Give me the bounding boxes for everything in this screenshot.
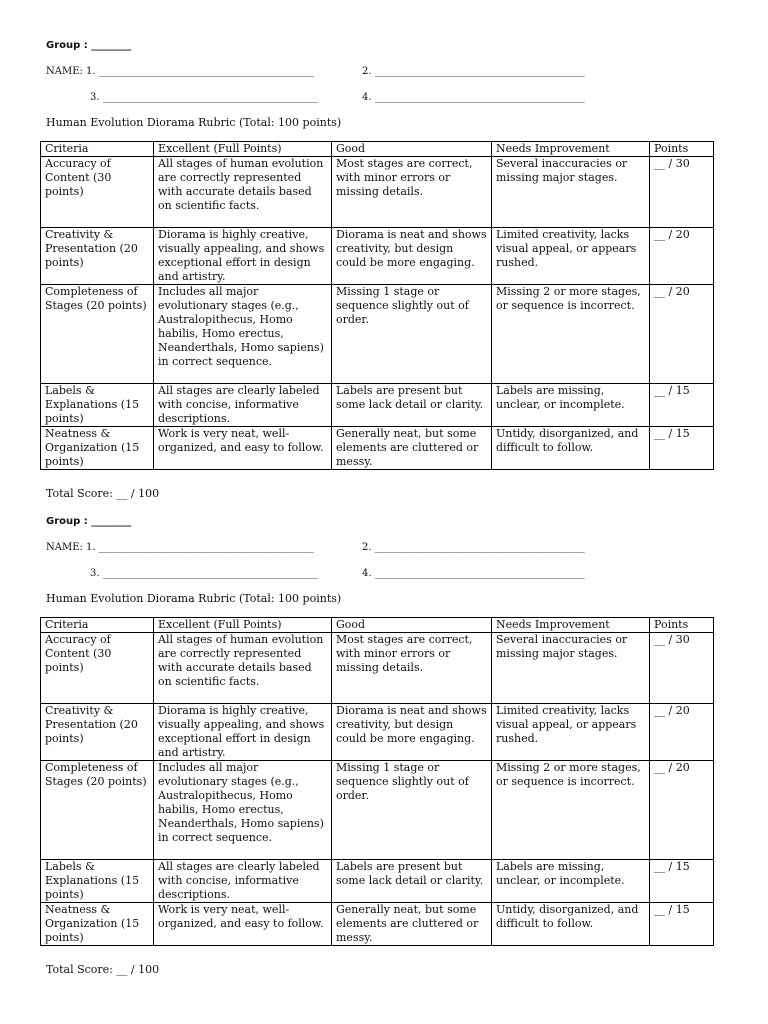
excellent-cell: Includes all major evolutionary stages (e.g., Australopithecus, Homo habilis, Homo erectus, Neanderthals, Homo sapiens) in correct sequence. bbox=[154, 285, 332, 384]
excellent-cell: Diorama is highly creative, visually appealing, and shows exceptional effort in design and artistry. bbox=[154, 228, 332, 285]
criteria-cell: Creativity & Presentation (20 points) bbox=[41, 704, 154, 761]
name-field-3: 3. ___________________________________________ bbox=[90, 568, 318, 579]
table-row bbox=[41, 704, 714, 761]
name-field-1: NAME: 1. ___________________________________________ bbox=[46, 66, 314, 77]
good-cell: Missing 1 stage or sequence slightly out of order. bbox=[332, 285, 492, 384]
rubric-title: Human Evolution Diorama Rubric (Total: 100 points) bbox=[46, 116, 342, 129]
name-field-2: 2. __________________________________________ bbox=[362, 66, 585, 77]
total-score: Total Score: __ / 100 bbox=[46, 963, 160, 976]
criteria-cell: Labels & Explanations (15 points) bbox=[41, 860, 154, 903]
criteria-cell: Neatness & Organization (15 points) bbox=[41, 427, 154, 470]
column-header-points: Points bbox=[650, 618, 714, 633]
name-field-1: NAME: 1. ___________________________________________ bbox=[46, 542, 314, 553]
needs-improvement-cell: Limited creativity, lacks visual appeal, or appears rushed. bbox=[492, 228, 650, 285]
table-row bbox=[41, 157, 714, 228]
criteria-cell: Neatness & Organization (15 points) bbox=[41, 903, 154, 946]
excellent-cell: All stages are clearly labeled with concise, informative descriptions. bbox=[154, 384, 332, 427]
points-cell: __ / 20 bbox=[650, 285, 714, 384]
excellent-cell: Includes all major evolutionary stages (e.g., Australopithecus, Homo habilis, Homo erectus, Neanderthals, Homo sapiens) in correct sequence. bbox=[154, 761, 332, 860]
points-cell: __ / 15 bbox=[650, 860, 714, 903]
needs-improvement-cell: Untidy, disorganized, and difficult to follow. bbox=[492, 427, 650, 470]
good-cell: Diorama is neat and shows creativity, but design could be more engaging. bbox=[332, 228, 492, 285]
table-row bbox=[41, 384, 714, 427]
points-cell: __ / 30 bbox=[650, 157, 714, 228]
criteria-cell: Completeness of Stages (20 points) bbox=[41, 285, 154, 384]
rubric-title: Human Evolution Diorama Rubric (Total: 100 points) bbox=[46, 592, 342, 605]
criteria-cell: Accuracy of Content (30 points) bbox=[41, 157, 154, 228]
points-cell: __ / 20 bbox=[650, 228, 714, 285]
excellent-cell: All stages of human evolution are correctly represented with accurate details based on scientific facts. bbox=[154, 633, 332, 704]
good-cell: Labels are present but some lack detail or clarity. bbox=[332, 860, 492, 903]
rubric-table bbox=[40, 141, 714, 470]
criteria-cell: Completeness of Stages (20 points) bbox=[41, 761, 154, 860]
points-cell: __ / 15 bbox=[650, 427, 714, 470]
name-field-4: 4. __________________________________________ bbox=[362, 92, 585, 103]
name-field-3: 3. ___________________________________________ bbox=[90, 92, 318, 103]
criteria-cell: Creativity & Presentation (20 points) bbox=[41, 228, 154, 285]
table-row bbox=[41, 228, 714, 285]
points-cell: __ / 15 bbox=[650, 903, 714, 946]
column-header-points: Points bbox=[650, 142, 714, 157]
excellent-cell: All stages are clearly labeled with concise, informative descriptions. bbox=[154, 860, 332, 903]
column-header-good: Good bbox=[332, 142, 492, 157]
table-row bbox=[41, 285, 714, 384]
total-score: Total Score: __ / 100 bbox=[46, 487, 160, 500]
table-row bbox=[41, 633, 714, 704]
column-header-criteria: Criteria bbox=[41, 618, 154, 633]
needs-improvement-cell: Several inaccuracies or missing major stages. bbox=[492, 157, 650, 228]
points-cell: __ / 30 bbox=[650, 633, 714, 704]
points-cell: __ / 15 bbox=[650, 384, 714, 427]
group-field: Group : ________ bbox=[46, 516, 132, 527]
excellent-cell: Work is very neat, well-organized, and easy to follow. bbox=[154, 903, 332, 946]
good-cell: Missing 1 stage or sequence slightly out of order. bbox=[332, 761, 492, 860]
column-header-needs-improvement: Needs Improvement bbox=[492, 142, 650, 157]
column-header-criteria: Criteria bbox=[41, 142, 154, 157]
column-header-good: Good bbox=[332, 618, 492, 633]
table-row bbox=[41, 903, 714, 946]
good-cell: Most stages are correct, with minor errors or missing details. bbox=[332, 157, 492, 228]
needs-improvement-cell: Limited creativity, lacks visual appeal, or appears rushed. bbox=[492, 704, 650, 761]
excellent-cell: Diorama is highly creative, visually appealing, and shows exceptional effort in design and artistry. bbox=[154, 704, 332, 761]
group-field: Group : ________ bbox=[46, 40, 132, 51]
good-cell: Generally neat, but some elements are cluttered or messy. bbox=[332, 903, 492, 946]
column-header-excellent: Excellent (Full Points) bbox=[154, 618, 332, 633]
table-row bbox=[41, 427, 714, 470]
needs-improvement-cell: Missing 2 or more stages, or sequence is incorrect. bbox=[492, 761, 650, 860]
column-header-excellent: Excellent (Full Points) bbox=[154, 142, 332, 157]
points-cell: __ / 20 bbox=[650, 704, 714, 761]
name-field-2: 2. __________________________________________ bbox=[362, 542, 585, 553]
criteria-cell: Accuracy of Content (30 points) bbox=[41, 633, 154, 704]
table-row bbox=[41, 761, 714, 860]
table-header-row bbox=[41, 142, 714, 157]
excellent-cell: Work is very neat, well-organized, and easy to follow. bbox=[154, 427, 332, 470]
needs-improvement-cell: Labels are missing, unclear, or incomplete. bbox=[492, 384, 650, 427]
needs-improvement-cell: Missing 2 or more stages, or sequence is incorrect. bbox=[492, 285, 650, 384]
needs-improvement-cell: Labels are missing, unclear, or incomplete. bbox=[492, 860, 650, 903]
name-field-4: 4. __________________________________________ bbox=[362, 568, 585, 579]
needs-improvement-cell: Untidy, disorganized, and difficult to follow. bbox=[492, 903, 650, 946]
rubric-table bbox=[40, 617, 714, 946]
needs-improvement-cell: Several inaccuracies or missing major stages. bbox=[492, 633, 650, 704]
table-header-row bbox=[41, 618, 714, 633]
points-cell: __ / 20 bbox=[650, 761, 714, 860]
good-cell: Labels are present but some lack detail or clarity. bbox=[332, 384, 492, 427]
excellent-cell: All stages of human evolution are correctly represented with accurate details based on scientific facts. bbox=[154, 157, 332, 228]
good-cell: Most stages are correct, with minor errors or missing details. bbox=[332, 633, 492, 704]
good-cell: Generally neat, but some elements are cluttered or messy. bbox=[332, 427, 492, 470]
column-header-needs-improvement: Needs Improvement bbox=[492, 618, 650, 633]
criteria-cell: Labels & Explanations (15 points) bbox=[41, 384, 154, 427]
table-row bbox=[41, 860, 714, 903]
good-cell: Diorama is neat and shows creativity, but design could be more engaging. bbox=[332, 704, 492, 761]
